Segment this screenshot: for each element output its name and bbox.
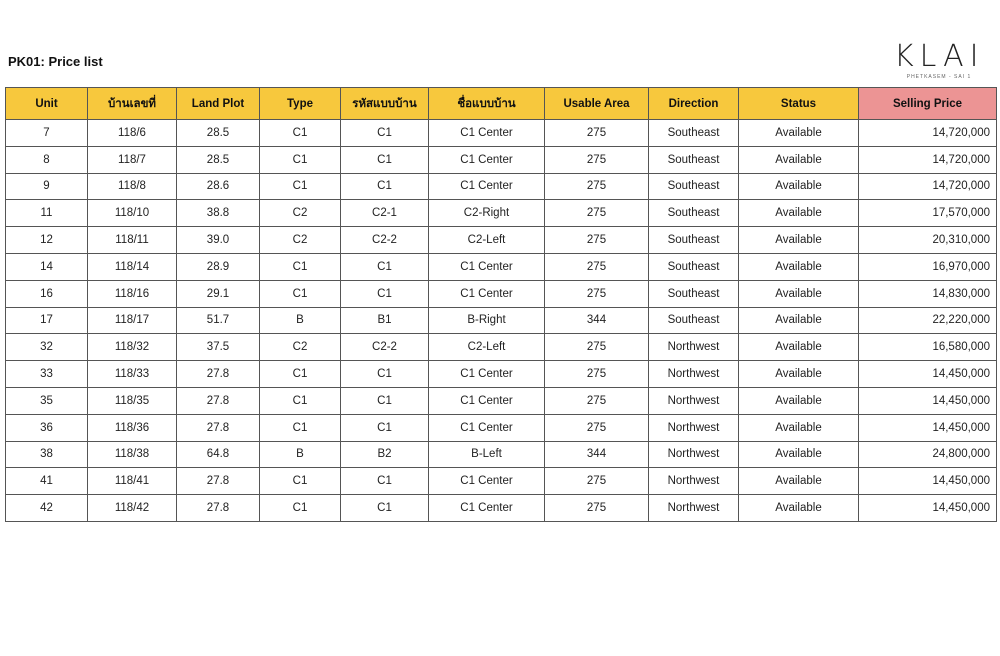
table-row — [6, 441, 997, 468]
table-row — [6, 173, 997, 200]
cell-house-model: B-Right — [429, 307, 545, 334]
logo-subtitle: PHETKASEM - SAI 1 — [906, 74, 972, 80]
cell-status: Available — [739, 280, 859, 307]
cell-usable-area: 275 — [545, 227, 649, 254]
cell-usable-area: 275 — [545, 468, 649, 495]
cell-type: C2 — [260, 334, 341, 361]
cell-selling-price: 16,580,000 — [859, 334, 997, 361]
table-body — [6, 120, 997, 522]
cell-house-model: C1 Center — [429, 120, 545, 147]
table-row — [6, 361, 997, 388]
cell-selling-price: 14,450,000 — [859, 387, 997, 414]
header-land-plot: Land Plot — [177, 88, 260, 120]
cell-usable-area: 344 — [545, 441, 649, 468]
cell-house-model: C1 Center — [429, 414, 545, 441]
cell-unit: 11 — [6, 200, 88, 227]
cell-land-plot: 27.8 — [177, 361, 260, 388]
cell-selling-price: 14,720,000 — [859, 120, 997, 147]
cell-status: Available — [739, 307, 859, 334]
cell-selling-price: 14,450,000 — [859, 361, 997, 388]
cell-type: C1 — [260, 146, 341, 173]
cell-house-code: C1 — [341, 146, 429, 173]
cell-status: Available — [739, 227, 859, 254]
cell-type: C2 — [260, 200, 341, 227]
cell-usable-area: 275 — [545, 495, 649, 522]
cell-selling-price: 14,450,000 — [859, 468, 997, 495]
cell-status: Available — [739, 361, 859, 388]
cell-house-code: C1 — [341, 120, 429, 147]
cell-direction: Northwest — [649, 495, 739, 522]
cell-house-model: C2-Left — [429, 334, 545, 361]
cell-type: C2 — [260, 227, 341, 254]
cell-house-number: 118/36 — [88, 414, 177, 441]
cell-unit: 32 — [6, 334, 88, 361]
logo-wordmark: KLAI — [894, 39, 985, 74]
cell-type: C1 — [260, 173, 341, 200]
cell-unit: 17 — [6, 307, 88, 334]
cell-usable-area: 275 — [545, 387, 649, 414]
cell-type: C1 — [260, 253, 341, 280]
cell-land-plot: 28.5 — [177, 120, 260, 147]
cell-house-number: 118/11 — [88, 227, 177, 254]
cell-house-code: C1 — [341, 253, 429, 280]
cell-unit: 14 — [6, 253, 88, 280]
cell-house-code: C2-2 — [341, 334, 429, 361]
header-house-code: รหัสแบบบ้าน — [341, 88, 429, 120]
cell-land-plot: 39.0 — [177, 227, 260, 254]
cell-usable-area: 275 — [545, 200, 649, 227]
cell-status: Available — [739, 146, 859, 173]
cell-land-plot: 27.8 — [177, 495, 260, 522]
header-house-model: ชื่อแบบบ้าน — [429, 88, 545, 120]
cell-land-plot: 28.5 — [177, 146, 260, 173]
cell-land-plot: 28.9 — [177, 253, 260, 280]
cell-usable-area: 275 — [545, 146, 649, 173]
cell-status: Available — [739, 120, 859, 147]
cell-direction: Southeast — [649, 200, 739, 227]
table-row — [6, 387, 997, 414]
cell-usable-area: 275 — [545, 280, 649, 307]
cell-house-code: C1 — [341, 387, 429, 414]
cell-selling-price: 14,450,000 — [859, 414, 997, 441]
cell-usable-area: 275 — [545, 361, 649, 388]
cell-direction: Southeast — [649, 280, 739, 307]
cell-unit: 38 — [6, 441, 88, 468]
table-row — [6, 414, 997, 441]
cell-land-plot: 28.6 — [177, 173, 260, 200]
cell-direction: Northwest — [649, 441, 739, 468]
cell-status: Available — [739, 173, 859, 200]
cell-house-model: C1 Center — [429, 280, 545, 307]
cell-usable-area: 275 — [545, 253, 649, 280]
cell-direction: Northwest — [649, 387, 739, 414]
header-house-number: บ้านเลขที่ — [88, 88, 177, 120]
header-unit: Unit — [6, 88, 88, 120]
cell-usable-area: 275 — [545, 414, 649, 441]
cell-land-plot: 29.1 — [177, 280, 260, 307]
cell-selling-price: 17,570,000 — [859, 200, 997, 227]
page-title: PK01: Price list — [8, 54, 103, 69]
cell-direction: Northwest — [649, 414, 739, 441]
cell-house-number: 118/41 — [88, 468, 177, 495]
cell-house-number: 118/35 — [88, 387, 177, 414]
cell-selling-price: 14,450,000 — [859, 495, 997, 522]
cell-status: Available — [739, 334, 859, 361]
cell-house-model: C2-Left — [429, 227, 545, 254]
table-row — [6, 200, 997, 227]
cell-usable-area: 275 — [545, 334, 649, 361]
cell-house-model: C1 Center — [429, 253, 545, 280]
cell-house-model: C1 Center — [429, 468, 545, 495]
cell-unit: 33 — [6, 361, 88, 388]
cell-type: C1 — [260, 414, 341, 441]
cell-house-number: 118/42 — [88, 495, 177, 522]
cell-unit: 16 — [6, 280, 88, 307]
cell-house-code: C2-1 — [341, 200, 429, 227]
cell-house-model: C1 Center — [429, 146, 545, 173]
cell-direction: Northwest — [649, 468, 739, 495]
table-row — [6, 495, 997, 522]
cell-house-model: C1 Center — [429, 495, 545, 522]
cell-unit: 7 — [6, 120, 88, 147]
header-row — [6, 88, 997, 120]
cell-house-number: 118/8 — [88, 173, 177, 200]
cell-usable-area: 275 — [545, 173, 649, 200]
cell-house-model: C1 Center — [429, 361, 545, 388]
cell-unit: 41 — [6, 468, 88, 495]
cell-house-number: 118/14 — [88, 253, 177, 280]
cell-house-number: 118/17 — [88, 307, 177, 334]
table-header — [6, 88, 997, 120]
table-row — [6, 146, 997, 173]
cell-selling-price: 14,830,000 — [859, 280, 997, 307]
cell-house-number: 118/32 — [88, 334, 177, 361]
cell-status: Available — [739, 414, 859, 441]
cell-selling-price: 16,970,000 — [859, 253, 997, 280]
cell-direction: Northwest — [649, 361, 739, 388]
cell-land-plot: 27.8 — [177, 414, 260, 441]
cell-unit: 36 — [6, 414, 88, 441]
cell-land-plot: 27.8 — [177, 387, 260, 414]
cell-house-number: 118/33 — [88, 361, 177, 388]
cell-house-code: B1 — [341, 307, 429, 334]
cell-house-code: C1 — [341, 468, 429, 495]
cell-usable-area: 344 — [545, 307, 649, 334]
cell-status: Available — [739, 495, 859, 522]
table-row — [6, 468, 997, 495]
cell-direction: Southeast — [649, 253, 739, 280]
table-row — [6, 120, 997, 147]
header-selling-price: Selling Price — [859, 88, 997, 120]
cell-house-number: 118/10 — [88, 200, 177, 227]
cell-direction: Southeast — [649, 146, 739, 173]
table-row — [6, 307, 997, 334]
table-row — [6, 253, 997, 280]
cell-unit: 9 — [6, 173, 88, 200]
table-row — [6, 280, 997, 307]
cell-house-code: C1 — [341, 414, 429, 441]
cell-land-plot: 51.7 — [177, 307, 260, 334]
table-row — [6, 227, 997, 254]
cell-house-code: B2 — [341, 441, 429, 468]
cell-selling-price: 14,720,000 — [859, 173, 997, 200]
cell-direction: Southeast — [649, 120, 739, 147]
cell-house-model: C1 Center — [429, 387, 545, 414]
cell-status: Available — [739, 441, 859, 468]
header-type: Type — [260, 88, 341, 120]
price-table — [5, 87, 997, 522]
cell-land-plot: 27.8 — [177, 468, 260, 495]
cell-selling-price: 20,310,000 — [859, 227, 997, 254]
cell-status: Available — [739, 468, 859, 495]
cell-type: C1 — [260, 120, 341, 147]
cell-selling-price: 22,220,000 — [859, 307, 997, 334]
cell-selling-price: 14,720,000 — [859, 146, 997, 173]
cell-house-code: C1 — [341, 361, 429, 388]
cell-house-number: 118/38 — [88, 441, 177, 468]
cell-usable-area: 275 — [545, 120, 649, 147]
cell-house-model: C1 Center — [429, 173, 545, 200]
cell-type: B — [260, 441, 341, 468]
cell-unit: 42 — [6, 495, 88, 522]
cell-house-number: 118/6 — [88, 120, 177, 147]
cell-house-model: C2-Right — [429, 200, 545, 227]
header-status: Status — [739, 88, 859, 120]
cell-unit: 8 — [6, 146, 88, 173]
cell-house-code: C2-2 — [341, 227, 429, 254]
cell-unit: 12 — [6, 227, 88, 254]
cell-direction: Southeast — [649, 307, 739, 334]
cell-direction: Southeast — [649, 173, 739, 200]
cell-land-plot: 37.5 — [177, 334, 260, 361]
cell-status: Available — [739, 200, 859, 227]
cell-status: Available — [739, 387, 859, 414]
cell-house-code: C1 — [341, 280, 429, 307]
cell-type: B — [260, 307, 341, 334]
cell-selling-price: 24,800,000 — [859, 441, 997, 468]
header-usable-area: Usable Area — [545, 88, 649, 120]
cell-unit: 35 — [6, 387, 88, 414]
cell-land-plot: 64.8 — [177, 441, 260, 468]
cell-house-number: 118/16 — [88, 280, 177, 307]
brand-logo — [894, 39, 985, 80]
cell-house-code: C1 — [341, 173, 429, 200]
cell-house-model: B-Left — [429, 441, 545, 468]
cell-direction: Northwest — [649, 334, 739, 361]
table-row — [6, 334, 997, 361]
cell-type: C1 — [260, 387, 341, 414]
cell-type: C1 — [260, 361, 341, 388]
cell-land-plot: 38.8 — [177, 200, 260, 227]
cell-type: C1 — [260, 468, 341, 495]
cell-direction: Southeast — [649, 227, 739, 254]
cell-type: C1 — [260, 495, 341, 522]
cell-type: C1 — [260, 280, 341, 307]
header-direction: Direction — [649, 88, 739, 120]
cell-house-code: C1 — [341, 495, 429, 522]
cell-status: Available — [739, 253, 859, 280]
cell-house-number: 118/7 — [88, 146, 177, 173]
